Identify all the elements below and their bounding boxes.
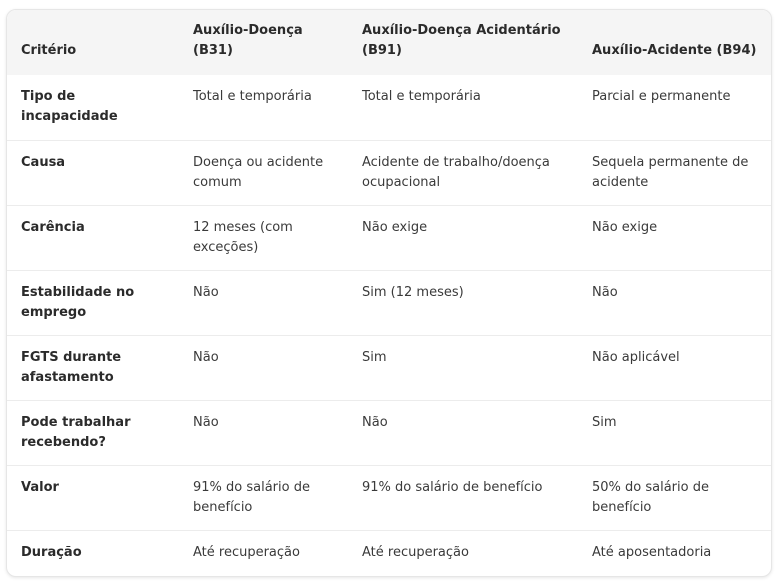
cell-b94: 50% do salário de benefício <box>578 465 771 530</box>
cell-b94: Sim <box>578 400 771 465</box>
header-b94: Auxílio-Acidente (B94) <box>578 10 771 75</box>
cell-b91: 91% do salário de benefício <box>348 465 578 530</box>
cell-b31: 91% do salário de benefício <box>179 465 348 530</box>
cell-b94: Parcial e permanente <box>592 89 731 104</box>
table-row <box>7 400 771 465</box>
table-row <box>7 465 771 530</box>
cell-b91: Acidente de trabalho/doença ocupacional <box>348 140 578 205</box>
header-criterio: Critério <box>7 10 179 75</box>
cell-b91: Sim <box>348 335 578 400</box>
cell-b31: Não <box>179 335 348 400</box>
row-criterion: Pode trabalhar recebendo? <box>7 400 179 465</box>
comparison-table <box>7 10 771 575</box>
cell-b94: Até aposentadoria <box>578 530 771 575</box>
header-b91: Auxílio-Doença Acidentário (B91) <box>348 10 578 75</box>
header-b31: Auxílio-Doença (B31) <box>179 10 348 75</box>
table-row <box>7 75 771 140</box>
table-row <box>7 205 771 270</box>
cell-b94: Sequela permanente de acidente <box>578 140 771 205</box>
cell-b91: Não exige <box>348 205 578 270</box>
table-header-row <box>7 10 771 75</box>
cell-b31: Não <box>179 270 348 335</box>
table-row <box>7 335 771 400</box>
row-criterion: Causa <box>7 140 179 205</box>
cell-b31: Não <box>179 400 348 465</box>
row-criterion: Estabilidade no emprego <box>7 270 179 335</box>
cell-b31: Até recuperação <box>179 530 348 575</box>
cell-b31: 12 meses (com exceções) <box>179 205 348 270</box>
cell-b31: Doença ou acidente comum <box>179 140 348 205</box>
row-criterion: Carência <box>7 205 179 270</box>
cell-b91: Sim (12 meses) <box>348 270 578 335</box>
table-row <box>7 530 771 575</box>
cell-b94: Não aplicável <box>578 335 771 400</box>
cell-b94: Não <box>578 270 771 335</box>
row-criterion: FGTS durante afastamento <box>7 335 179 400</box>
comparison-table-card <box>6 9 772 577</box>
row-criterion: Tipo de incapacidade <box>21 89 118 124</box>
row-criterion: Duração <box>7 530 179 575</box>
row-criterion: Valor <box>7 465 179 530</box>
cell-b91: Total e temporária <box>362 89 481 104</box>
table-row <box>7 140 771 205</box>
table-row <box>7 270 771 335</box>
cell-b91: Até recuperação <box>348 530 578 575</box>
cell-b91: Não <box>348 400 578 465</box>
cell-b31: Total e temporária <box>193 89 312 104</box>
cell-b94: Não exige <box>578 205 771 270</box>
